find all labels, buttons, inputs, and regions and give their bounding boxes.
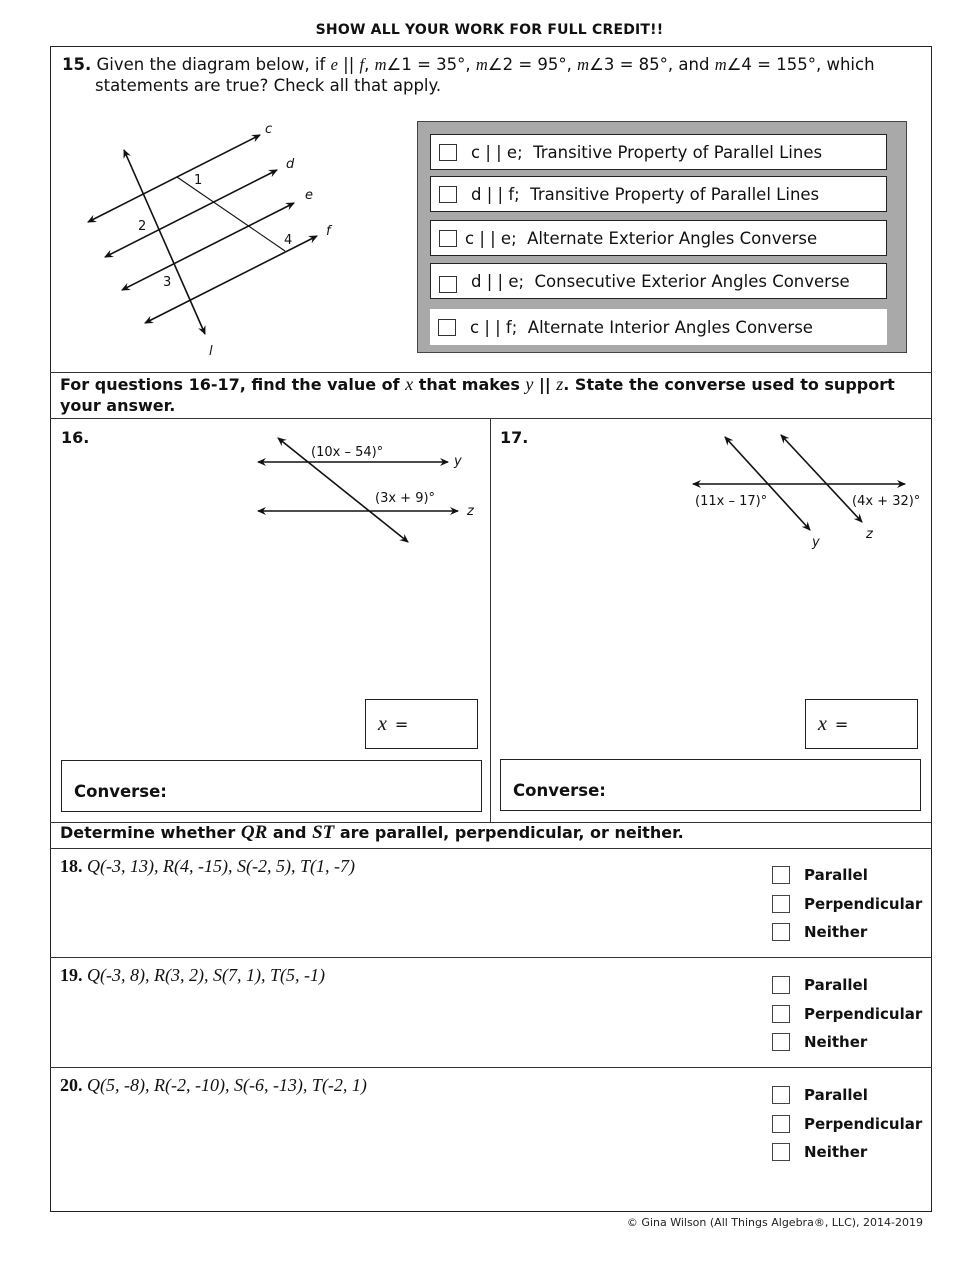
svg-text:f: f bbox=[326, 224, 331, 239]
question-number: 17. bbox=[500, 428, 529, 447]
question-number: 16. bbox=[61, 428, 90, 447]
choice-parallel[interactable]: Parallel bbox=[772, 1081, 922, 1110]
checkbox[interactable] bbox=[772, 1115, 790, 1133]
problem-19: 19. Q(-3, 8), R(3, 2), S(7, 1), T(5, -1) bbox=[60, 965, 325, 985]
svg-text:d: d bbox=[286, 157, 295, 172]
svg-text:3: 3 bbox=[163, 275, 172, 290]
svg-text:1: 1 bbox=[194, 173, 203, 188]
svg-text:2: 2 bbox=[138, 219, 147, 234]
svg-text:4: 4 bbox=[284, 233, 293, 248]
divider bbox=[490, 418, 491, 822]
divider bbox=[50, 957, 932, 958]
converse-answer-box[interactable]: Converse: bbox=[61, 760, 482, 812]
choice-perpendicular[interactable]: Perpendicular bbox=[772, 1000, 922, 1029]
option-1[interactable]: c | | e; Transitive Property of Parallel Lines bbox=[430, 134, 887, 170]
choices-20 bbox=[772, 1081, 922, 1167]
checkbox[interactable] bbox=[439, 276, 457, 293]
svg-text:e: e bbox=[305, 188, 313, 203]
svg-text:(3x + 9)°: (3x + 9)° bbox=[375, 491, 436, 506]
choice-perpendicular[interactable]: Perpendicular bbox=[772, 1110, 922, 1139]
svg-text:(11x – 17)°: (11x – 17)° bbox=[695, 494, 768, 509]
svg-text:z: z bbox=[866, 527, 873, 542]
question-15-prompt: 15. Given the diagram below, if e || f, m∠1 = 35°, m∠2 = 95°, m∠3 = 85°, and m∠4 = 155°, which statements are true? Check all that apply. bbox=[62, 55, 875, 95]
svg-text:l: l bbox=[209, 344, 213, 359]
q16-diagram bbox=[250, 425, 485, 550]
checkbox[interactable] bbox=[439, 144, 457, 161]
choice-perpendicular[interactable]: Perpendicular bbox=[772, 890, 922, 919]
question-number: 15. bbox=[62, 55, 92, 74]
section-instructions: Determine whether QR and ST are parallel, perpendicular, or neither. bbox=[60, 822, 684, 843]
divider bbox=[50, 848, 932, 849]
line-label-c: c bbox=[265, 122, 273, 137]
checkbox[interactable] bbox=[772, 1005, 790, 1023]
choices-18 bbox=[772, 861, 922, 947]
choices-19 bbox=[772, 971, 922, 1057]
option-3[interactable]: c | | e; Alternate Exterior Angles Converse bbox=[430, 220, 887, 256]
parallel-lines-diagram bbox=[70, 115, 350, 365]
instructions-16-17: For questions 16-17, find the value of x that makes y || z. State the converse used to support your answer. bbox=[60, 374, 895, 415]
page-title: SHOW ALL YOUR WORK FOR FULL CREDIT!! bbox=[315, 22, 664, 38]
divider bbox=[50, 418, 932, 419]
svg-text:y: y bbox=[454, 454, 462, 469]
checkbox[interactable] bbox=[438, 319, 456, 336]
option-5[interactable]: c | | f; Alternate Interior Angles Converse bbox=[430, 309, 887, 345]
divider bbox=[50, 372, 932, 373]
choice-parallel[interactable]: Parallel bbox=[772, 861, 922, 890]
checkbox[interactable] bbox=[772, 923, 790, 941]
problem-20: 20. Q(5, -8), R(-2, -10), S(-6, -13), T(-2, 1) bbox=[60, 1075, 367, 1095]
choice-neither[interactable]: Neither bbox=[772, 918, 922, 947]
converse-answer-box[interactable]: Converse: bbox=[500, 759, 921, 811]
svg-text:(4x + 32)°: (4x + 32)° bbox=[852, 494, 920, 509]
divider bbox=[50, 1067, 932, 1068]
checkbox[interactable] bbox=[772, 976, 790, 994]
checkbox[interactable] bbox=[772, 866, 790, 884]
checkbox[interactable] bbox=[439, 186, 457, 203]
svg-text:(10x – 54)°: (10x – 54)° bbox=[311, 445, 384, 460]
x-answer-box[interactable]: x = bbox=[365, 699, 478, 749]
choice-neither[interactable]: Neither bbox=[772, 1138, 922, 1167]
checkbox[interactable] bbox=[772, 1086, 790, 1104]
svg-text:z: z bbox=[467, 504, 474, 519]
checkbox[interactable] bbox=[772, 895, 790, 913]
option-4[interactable]: d | | e; Consecutive Exterior Angles Converse bbox=[430, 263, 887, 299]
problem-18: 18. Q(-3, 13), R(4, -15), S(-2, 5), T(1, -7) bbox=[60, 856, 355, 876]
q17-diagram bbox=[685, 425, 920, 555]
choice-neither[interactable]: Neither bbox=[772, 1028, 922, 1057]
checkbox[interactable] bbox=[772, 1033, 790, 1051]
choice-parallel[interactable]: Parallel bbox=[772, 971, 922, 1000]
option-2[interactable]: d | | f; Transitive Property of Parallel Lines bbox=[430, 176, 887, 212]
checkbox[interactable] bbox=[439, 230, 457, 247]
answer-options-panel bbox=[417, 121, 907, 353]
checkbox[interactable] bbox=[772, 1143, 790, 1161]
svg-text:y: y bbox=[812, 535, 820, 550]
copyright-footer: © Gina Wilson (All Things Algebra®, LLC), 2014-2019 bbox=[626, 1216, 923, 1229]
x-answer-box[interactable]: x = bbox=[805, 699, 918, 749]
